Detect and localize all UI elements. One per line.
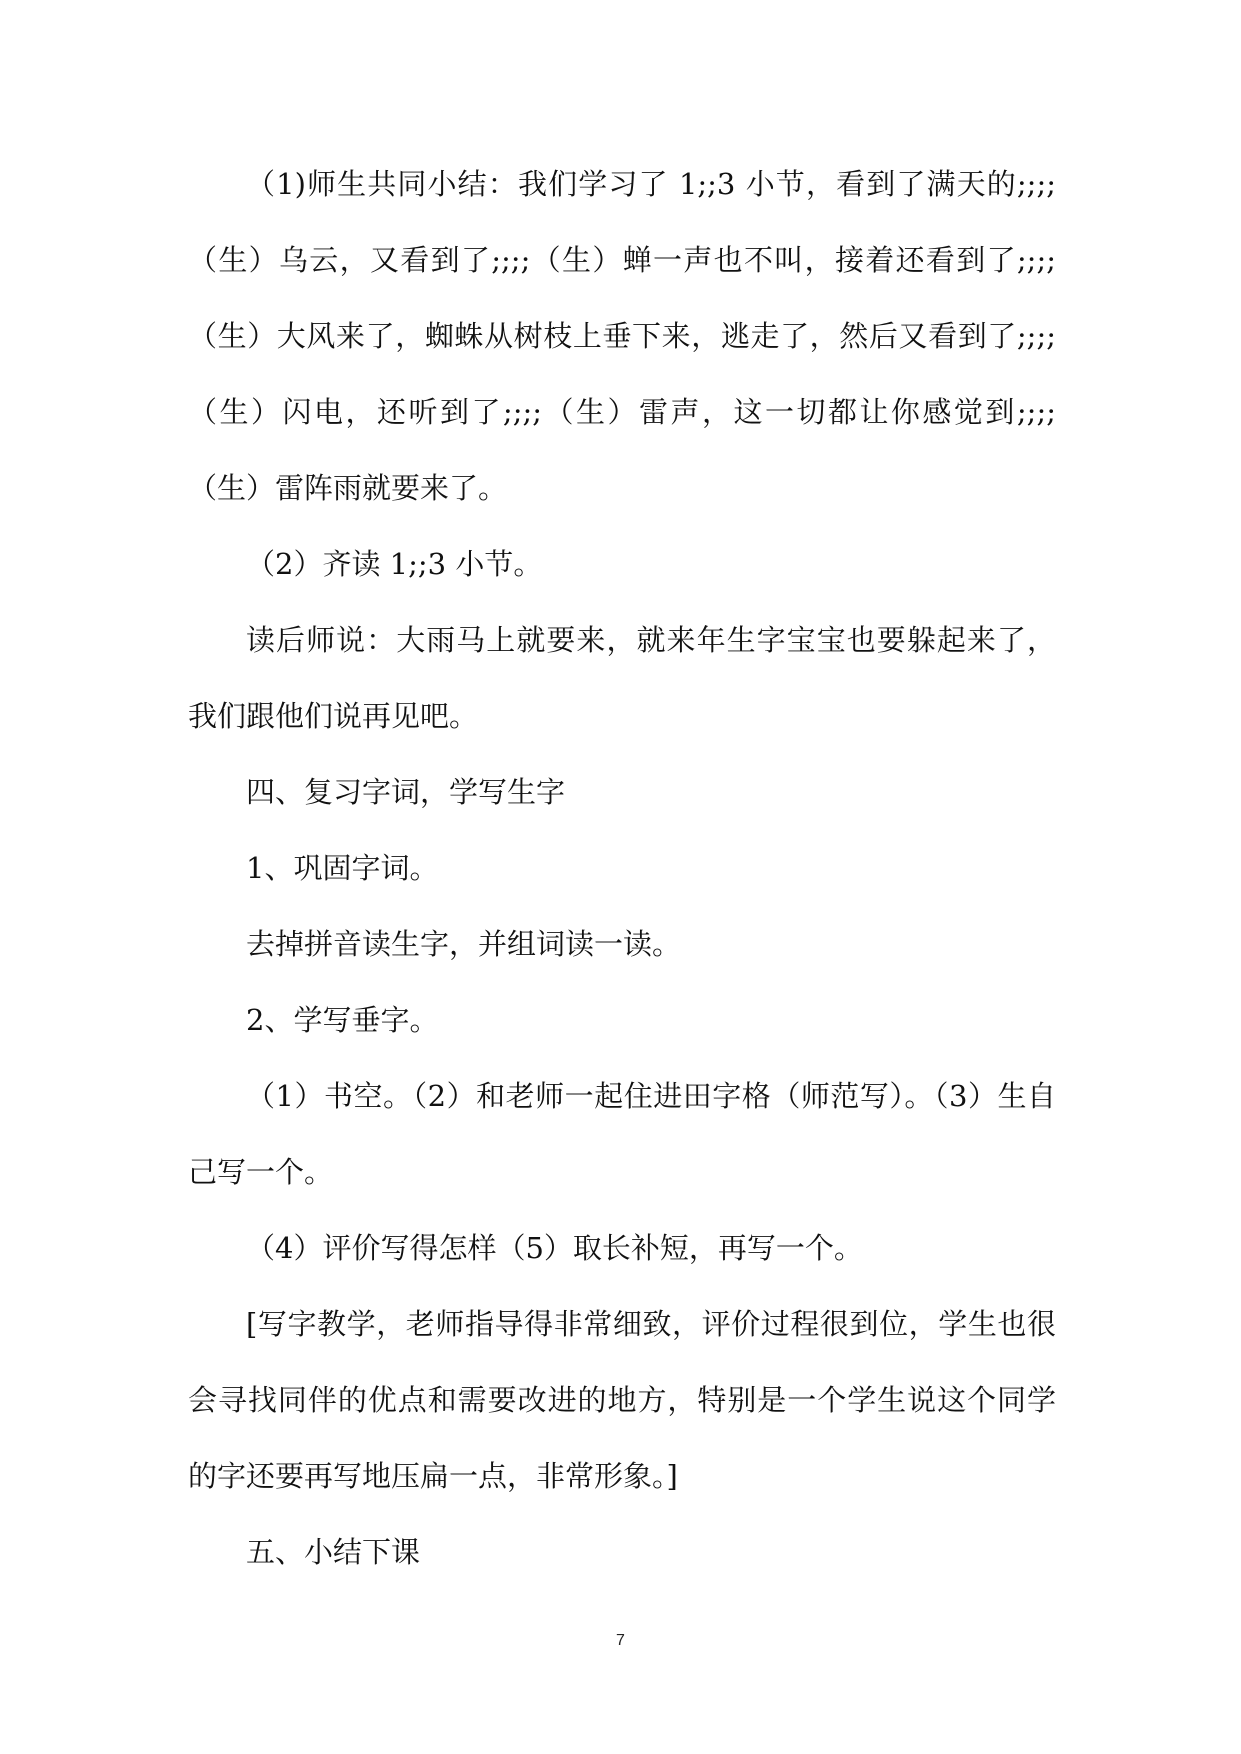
- paragraph-evaluation: （4）评价写得怎样（5）取长补短，再写一个。: [246, 1231, 863, 1265]
- paragraph-step-2: 2、学写垂字。: [246, 1003, 439, 1037]
- paragraph-step-1: 1、巩固字词。: [246, 851, 439, 885]
- paragraph-read-aloud: （2）齐读 1;;3 小节。: [246, 547, 543, 581]
- paragraph-writing-steps: （1）书空。（2）和老师一起住进田字格（师范写）。（3）生自己写一个。: [188, 1079, 1056, 1189]
- paragraph-remove-pinyin: 去掉拼音读生字，并组词读一读。: [246, 927, 682, 961]
- paragraph-teacher-remark: 读后师说：大雨马上就要来，就来年生字宝宝也要躲起来了，我们跟他们说再见吧。: [188, 623, 1056, 733]
- document-body: [188, 146, 1056, 1590]
- section-heading-five: 五、小结下课: [246, 1535, 421, 1569]
- paragraph-summary: （1)师生共同小结：我们学习了 1;;3 小节，看到了满天的;;;;（生）乌云，又看到了;;;;（生）蝉一声也不叫，接着还看到了;;;;（生）大风来了，蜘蛛从树枝上垂下来，逃走了，然后又看到了;;;;（生）闪电，还听到了;;;;（生）雷声，这一切都让你感觉到;;;;（生）雷阵雨就要来了。: [188, 167, 1056, 505]
- section-heading-four: 四、复习字词，学写生字: [246, 775, 566, 809]
- page-number: 7: [616, 1632, 625, 1649]
- paragraph-commentary: [写字教学，老师指导得非常细致，评价过程很到位，学生也很会寻找同伴的优点和需要改进的地方，特别是一个学生说这个同学的字还要再写地压扁一点，非常形象。]: [188, 1307, 1056, 1493]
